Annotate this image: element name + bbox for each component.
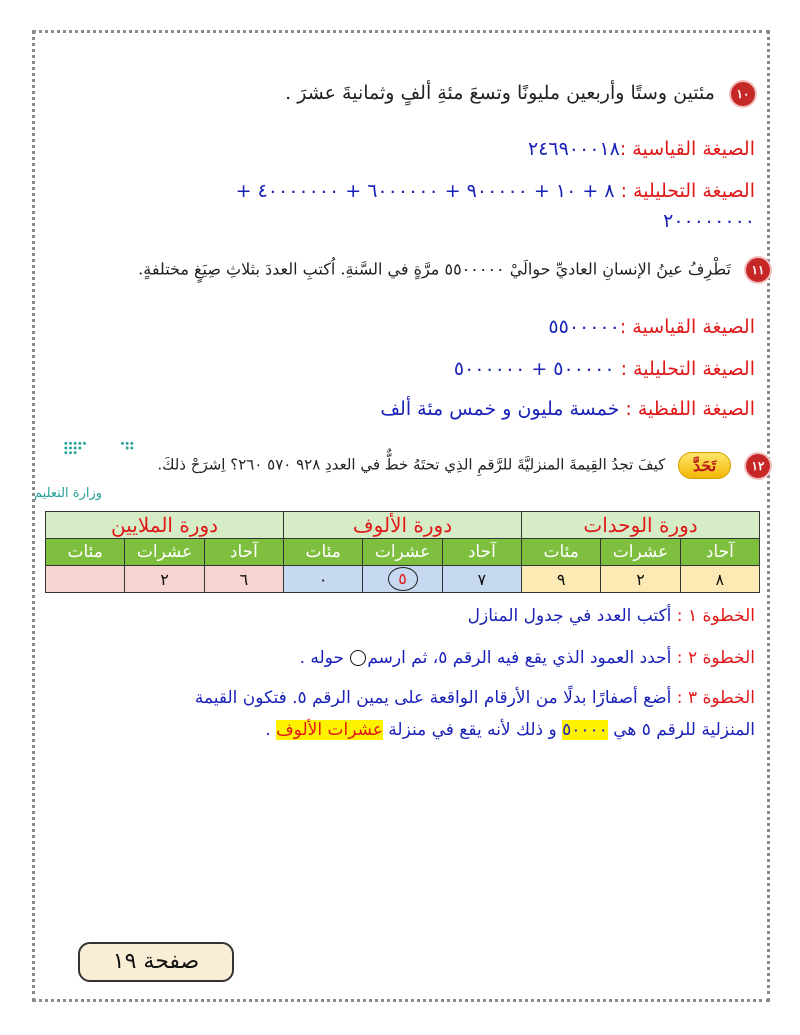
place-value-table xyxy=(45,511,760,593)
q10-expanded-form xyxy=(236,180,755,202)
q10-expanded-form-continued: ٢٠٠٠٠٠٠٠٠ xyxy=(663,210,755,232)
q11-word-form xyxy=(380,398,755,420)
expanded-form-label: الصيغة التحليلية : xyxy=(620,358,755,380)
question-11 xyxy=(138,258,770,282)
q11-standard-form xyxy=(548,316,755,338)
question-10 xyxy=(285,82,755,106)
expanded-form-value: ٨ + ١٠ + ٩٠٠٠٠٠ + ٦٠٠٠٠٠٠ + ٤٠٠٠٠٠٠٠ + xyxy=(235,180,621,202)
step-3 xyxy=(195,688,755,708)
place-header: عشرات xyxy=(363,539,442,566)
word-form-value: خمسة مليون و خمس مئة ألف xyxy=(380,398,626,420)
period-header-millions: دورة الملايين xyxy=(46,512,284,539)
place-value-answer: ٥٠٠٠٠ xyxy=(562,720,608,740)
question-text: تَطْرِفُ عينُ الإنسانِ العاديِّ حوالَيْ ٥٥٠٠٠٠٠ مرَّةٍ في السَّنةِ. اُكتبِ العددَ بثلاثِ صِيَغٍ مختلفةٍ. xyxy=(138,259,731,279)
digit-cell: ٦ xyxy=(204,566,283,593)
place-header-row xyxy=(46,539,760,566)
step-3-continued xyxy=(265,720,755,740)
digit-cell: ٩ xyxy=(522,566,601,593)
period-header-units: دورة الوحدات xyxy=(522,512,760,539)
digit-cell xyxy=(46,566,125,593)
question-text: مئتين وستًا وأربعين مليونًا وتسعَ مئةِ ألفٍ وثمانيةَ عشرَ . xyxy=(285,82,715,104)
expanded-form-label: الصيغة التحليلية : xyxy=(620,180,755,202)
digit-row xyxy=(46,566,760,593)
standard-form-value: ٥٥٠٠٠٠٠ xyxy=(548,316,620,338)
step-text: و ذلك لأنه يقع في منزلة xyxy=(382,720,563,740)
digit-cell: ٨ xyxy=(680,566,759,593)
question-number-badge: ١٢ xyxy=(746,454,770,478)
step-text: أضع أصفارًا بدلًا من الأرقام الواقعة على يمين الرقم ٥. فتكون القيمة xyxy=(194,688,677,708)
place-header: آحاد xyxy=(680,539,759,566)
period-header-row xyxy=(46,512,760,539)
digit-cell: ٢ xyxy=(601,566,680,593)
place-name-answer: عشرات الألوف xyxy=(276,720,383,740)
step-label: الخطوة ١ : xyxy=(676,606,755,626)
question-text: كيفَ تجدُ القِيمةَ المنزليَّةَ للرَّقمِ الذِي تحتَهُ خطٌّ في العددِ ٩٢٨ ٥٧٠ ٢٦٠؟ اِشرَحْ ذلكَ. xyxy=(157,455,666,474)
step-2 xyxy=(300,648,755,668)
step-text: أحدد العمود الذي يقع فيه الرقم ٥، ثم ارسم xyxy=(367,648,677,668)
digit-cell-circled xyxy=(363,566,442,593)
place-header: عشرات xyxy=(601,539,680,566)
ministry-logo-icon xyxy=(40,438,155,478)
question-12 xyxy=(157,452,770,479)
place-header: مئات xyxy=(46,539,125,566)
circled-digit: ٥ xyxy=(388,567,418,591)
step-label: الخطوة ٢ : xyxy=(676,648,755,668)
place-header: مئات xyxy=(522,539,601,566)
step-1 xyxy=(468,606,755,626)
period-header-thousands: دورة الألوف xyxy=(284,512,522,539)
place-header: آحاد xyxy=(442,539,521,566)
place-header: آحاد xyxy=(204,539,283,566)
q11-expanded-form xyxy=(454,358,755,380)
digit-cell: ٢ xyxy=(125,566,204,593)
question-number-badge: ١٠ xyxy=(731,82,755,106)
digit-cell: ٧ xyxy=(442,566,521,593)
standard-form-value: ٢٤٦٩٠٠٠١٨ xyxy=(527,138,620,160)
place-header: مئات xyxy=(284,539,363,566)
question-number-badge: ١١ xyxy=(746,258,770,282)
q10-standard-form xyxy=(528,138,755,160)
step-text-end: حوله . xyxy=(299,648,350,668)
step-text-end: . xyxy=(265,720,277,740)
ministry-name: وزارة التعليم xyxy=(34,486,103,501)
step-text: المنزلية للرقم ٥ هي xyxy=(607,720,755,740)
challenge-badge: تَحَدَّ xyxy=(678,452,731,479)
expanded-form-value: ٥٠٠٠٠٠ + ٥٠٠٠٠٠٠ xyxy=(453,358,621,380)
step-label: الخطوة ٣ : xyxy=(676,688,755,708)
page-number: صفحة ١٩ xyxy=(78,942,234,982)
place-header: عشرات xyxy=(125,539,204,566)
standard-form-label: الصيغة القياسية : xyxy=(619,138,755,160)
step-text: أكتب العدد في جدول المنازل xyxy=(467,606,677,626)
standard-form-label: الصيغة القياسية : xyxy=(619,316,755,338)
circle-symbol-icon xyxy=(350,650,366,666)
digit-cell: ٠ xyxy=(284,566,363,593)
word-form-label: الصيغة اللفظية : xyxy=(625,398,755,420)
